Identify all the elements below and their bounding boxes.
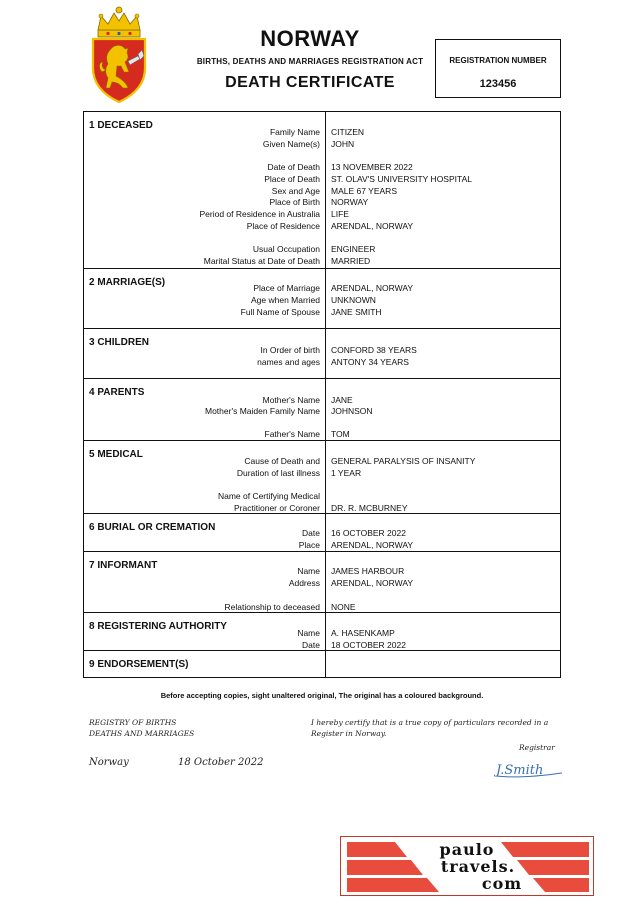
field-value: ST. OLAV'S UNIVERSITY HOSPITAL xyxy=(331,174,472,184)
registry-name-line2: DEATHS AND MARRIAGES xyxy=(89,729,195,738)
field-value: JOHNSON xyxy=(331,406,373,416)
field-value: JANE xyxy=(331,395,353,405)
field-label: Place of Marriage xyxy=(253,283,320,293)
field-label: Relationship to deceased xyxy=(224,602,320,612)
field-value: 1 YEAR xyxy=(331,468,362,478)
section-title: 7 INFORMANT xyxy=(89,560,158,571)
norway-coat-of-arms-icon xyxy=(88,6,150,104)
field-label: Sex and Age xyxy=(271,186,320,196)
field-value: 18 OCTOBER 2022 xyxy=(331,640,406,650)
field-label: Marital Status at Date of Death xyxy=(203,256,320,266)
field-value: CONFORD 38 YEARS xyxy=(331,345,417,355)
field-label: Given Name(s) xyxy=(262,139,320,149)
field-value: CITIZEN xyxy=(331,127,365,137)
field-value: A. HASENKAMP xyxy=(331,628,395,638)
section-marriages xyxy=(84,269,560,329)
field-value: JAMES HARBOUR xyxy=(331,566,405,576)
section-title: 2 MARRIAGE(S) xyxy=(89,277,166,288)
field-label: Place of Residence xyxy=(246,221,320,231)
field-value: JOHN xyxy=(331,139,355,149)
country-title: NORWAY xyxy=(260,26,360,51)
document-title: DEATH CERTIFICATE xyxy=(225,74,395,91)
field-label: Father's Name xyxy=(264,429,320,439)
field-label: Age when Married xyxy=(251,295,320,305)
section-medical xyxy=(84,441,560,514)
section-burial-or-cremation xyxy=(84,514,560,552)
section-endorsements xyxy=(84,651,560,677)
logo-text xyxy=(341,841,593,892)
issue-date: 18 October 2022 xyxy=(178,757,264,768)
section-title: 6 BURIAL OR CREMATION xyxy=(89,522,216,533)
field-label: Date of Death xyxy=(267,162,320,172)
section-children xyxy=(84,329,560,379)
field-label: Place xyxy=(298,540,320,550)
issue-city: Norway xyxy=(89,757,129,768)
field-label: Mother's Maiden Family Name xyxy=(205,406,320,416)
section-title: 1 DECEASED xyxy=(89,120,153,131)
field-value: 16 OCTOBER 2022 xyxy=(331,528,406,538)
field-value: NORWAY xyxy=(331,197,369,207)
field-value: 13 NOVEMBER 2022 xyxy=(331,162,413,172)
field-value: DR. R. MCBURNEY xyxy=(331,503,408,513)
field-label: Address xyxy=(288,578,320,588)
field-label: Place of Death xyxy=(264,174,320,184)
field-value: NONE xyxy=(331,602,356,612)
field-value: MARRIED xyxy=(331,256,371,266)
registration-act: BIRTHS, DEATHS AND MARRIAGES REGISTRATION ACT xyxy=(196,57,424,66)
field-label: Date xyxy=(302,640,320,650)
crown-icon xyxy=(98,7,140,37)
section-deceased xyxy=(84,112,560,269)
logo-line: com xyxy=(481,874,523,893)
field-label: In Order of birth xyxy=(260,345,320,355)
field-label: Full Name of Spouse xyxy=(240,307,320,317)
signature-text: J.Smith xyxy=(496,763,544,778)
section-title: 3 CHILDREN xyxy=(89,337,150,348)
field-label: Duration of last illness xyxy=(236,468,320,478)
field-value: ARENDAL, NORWAY xyxy=(331,221,414,231)
field-label: Name xyxy=(297,628,320,638)
section-title: 5 MEDICAL xyxy=(89,449,143,460)
field-value: ARENDAL, NORWAY xyxy=(331,540,414,550)
certificate-table xyxy=(83,111,561,678)
registrar-label: Registrar xyxy=(519,743,555,752)
field-label: Name xyxy=(297,566,320,576)
field-value: ARENDAL, NORWAY xyxy=(331,578,414,588)
field-label: Place of Birth xyxy=(269,197,320,207)
section-informant xyxy=(84,552,560,613)
field-label: names and ages xyxy=(257,357,320,367)
registrar-signature xyxy=(494,758,566,780)
field-label: Mother's Name xyxy=(262,395,320,405)
field-value: MALE 67 YEARS xyxy=(331,186,397,196)
field-label: Usual Occupation xyxy=(252,244,320,254)
registration-number-label: REGISTRATION NUMBER xyxy=(449,56,547,65)
section-title: 4 PARENTS xyxy=(89,387,145,398)
field-value: UNKNOWN xyxy=(331,295,376,305)
field-label: Family Name xyxy=(269,127,320,137)
field-value: LIFE xyxy=(331,209,349,219)
authenticity-note: Before accepting copies, sight unaltered original, The original has a coloured background. xyxy=(160,691,484,700)
certification-line2: Register in Norway. xyxy=(311,729,387,738)
section-title: 8 REGISTERING AUTHORITY xyxy=(89,621,227,632)
paulo-travels-logo xyxy=(340,836,594,896)
field-label: Date xyxy=(302,528,320,538)
field-value: JANE SMITH xyxy=(331,307,382,317)
field-label: Period of Residence in Australia xyxy=(199,209,320,219)
logo-line: paulo xyxy=(439,840,495,859)
field-label: Name of Certifying Medical xyxy=(217,491,320,501)
section-title: 9 ENDORSEMENT(S) xyxy=(89,659,189,670)
field-label: Practitioner or Coroner xyxy=(234,503,320,513)
registry-name-line1: REGISTRY OF BIRTHS xyxy=(89,718,177,727)
field-value: ANTONY 34 YEARS xyxy=(331,357,409,367)
field-value: TOM xyxy=(331,429,350,439)
logo-line: travels. xyxy=(440,857,516,876)
certification-line1: I hereby certify that is a true copy of particulars recorded in a xyxy=(311,718,549,727)
field-value: ARENDAL, NORWAY xyxy=(331,283,414,293)
field-label: Cause of Death and xyxy=(244,456,320,466)
registration-number-value: 123456 xyxy=(479,78,517,90)
registration-number-box xyxy=(435,39,561,98)
field-value: ENGINEER xyxy=(331,244,376,254)
section-parents xyxy=(84,379,560,441)
field-value: GENERAL PARALYSIS OF INSANITY xyxy=(331,456,476,466)
section-registering-authority xyxy=(84,613,560,651)
